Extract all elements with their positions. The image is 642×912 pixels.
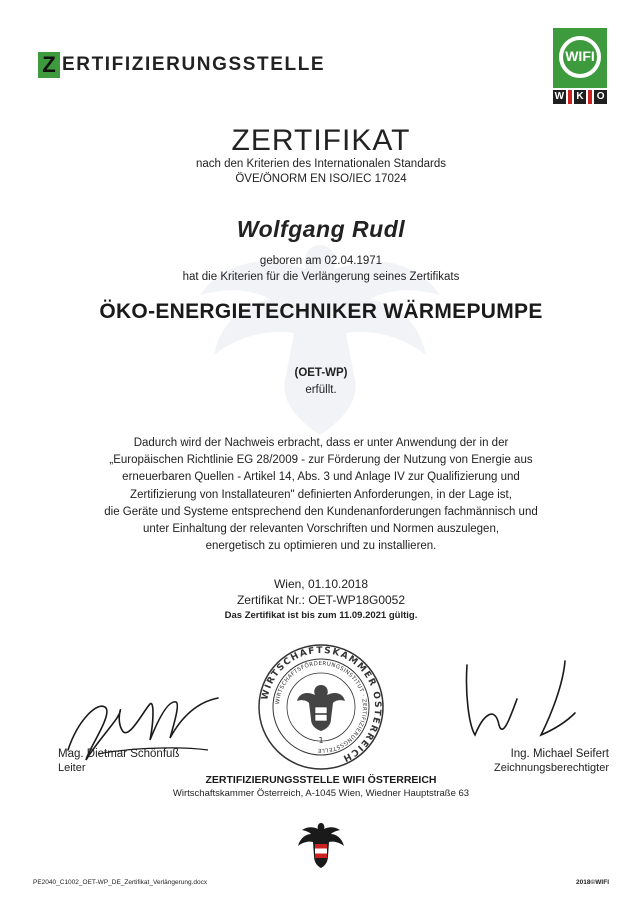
validity-note: Das Zertifikat ist bis zum 11.09.2021 gültig. — [224, 610, 418, 621]
signatory-left-name: Mag. Dietmar Schönfuß — [58, 748, 180, 760]
body-line: Dadurch wird der Nachweis erbracht, dass er unter Anwendung der in der — [133, 437, 509, 449]
certificate-body — [70, 435, 572, 555]
certificate-number: Zertifikat Nr.: OET-WP18G0052 — [236, 593, 406, 607]
wko-bar — [553, 90, 607, 104]
svg-text:WIRTSCHAFTSKAMMER ÖSTERREICH: WIRTSCHAFTSKAMMER ÖSTERREICH — [260, 645, 383, 764]
svg-text:1: 1 — [318, 736, 324, 745]
logo-wordmark: ERTIFIZIERUNGSSTELLE — [62, 54, 326, 75]
criteria-line-1: nach den Kriterien des Internationalen Standards — [196, 158, 446, 170]
signatory-left — [58, 747, 179, 775]
profession-title: ÖKO-ENERGIETECHNIKER WÄRMEPUMPE — [99, 300, 543, 323]
wko-red-stripe — [588, 90, 592, 104]
body-line: „Europäischen Richtlinie EG 28/2009 - zur Förderung der Nutzung von Energie aus — [109, 454, 533, 467]
signatory-right-role: Zeichnungsberechtigter — [494, 762, 609, 774]
copyright-note: 2018©WIFI — [576, 879, 609, 886]
birth-line: geboren am 02.04.1971 — [259, 255, 383, 267]
wifi-logo-text: WIFI — [565, 48, 595, 64]
wko-letter-o: O — [594, 90, 607, 104]
profession-abbreviation: (OET-WP) — [294, 367, 348, 379]
wko-letter-k: K — [574, 90, 587, 104]
holder-name: Wolfgang Rudl — [236, 216, 406, 242]
signature-right — [455, 655, 615, 750]
austrian-eagle-icon — [294, 820, 348, 872]
document-reference: PE2040_C1002_OET-WP_DE_Zertifikat_Verlängerung.docx — [33, 879, 208, 886]
criteria-line-2: ÖVE/ÖNORM EN ISO/IEC 17024 — [235, 173, 407, 185]
body-line: die Geräte und Systeme entsprechend den Kundenanforderungen fachmännisch und — [104, 505, 538, 518]
fulfilled-intro: hat die Kriterien für die Verlängerung seines Zertifikats — [182, 271, 460, 283]
wko-red-stripe — [568, 90, 572, 104]
place-date: Wien, 01.10.2018 — [273, 577, 369, 591]
certificate-title: ZERTIFIKAT — [231, 124, 411, 157]
wko-letter-w: W — [554, 91, 565, 102]
fulfilled-text: erfüllt. — [305, 384, 337, 396]
body-line: unter Einhaltung der relevanten Vorschriften und Normen auszulegen, — [142, 523, 500, 536]
body-line: Zertifizierung von Installateuren" definierten Anforderungen, in der Lage ist, — [130, 488, 512, 501]
body-line: energetisch zu optimieren und zu installieren. — [205, 540, 437, 553]
body-line: erneuerbaren Quellen - Artikel 14, Abs. 3 und Anlage IV zur Qualifizierung und — [122, 471, 520, 484]
issuer-name: ZERTIFIZIERUNGSSTELLE WIFI ÖSTERREICH — [205, 774, 437, 786]
svg-text:WIRTSCHAFTSFÖRDERUNGSINSTITUT: WIRTSCHAFTSFÖRDERUNGSINSTITUT · ZERTIFIZIERUNGSSTELLE — [275, 660, 368, 754]
zertifizierungsstelle-logo — [38, 52, 325, 78]
signatory-right-name: Ing. Michael Seifert — [510, 748, 609, 760]
signatory-right — [494, 747, 609, 775]
wifi-wko-logo — [553, 28, 607, 104]
logo-initial: Z — [38, 52, 60, 78]
issuer-address: Wirtschaftskammer Österreich, A-1045 Wien, Wiedner Hauptstraße 63 — [172, 788, 470, 799]
official-seal-stamp — [257, 643, 385, 771]
signatory-left-role: Leiter — [58, 762, 86, 774]
